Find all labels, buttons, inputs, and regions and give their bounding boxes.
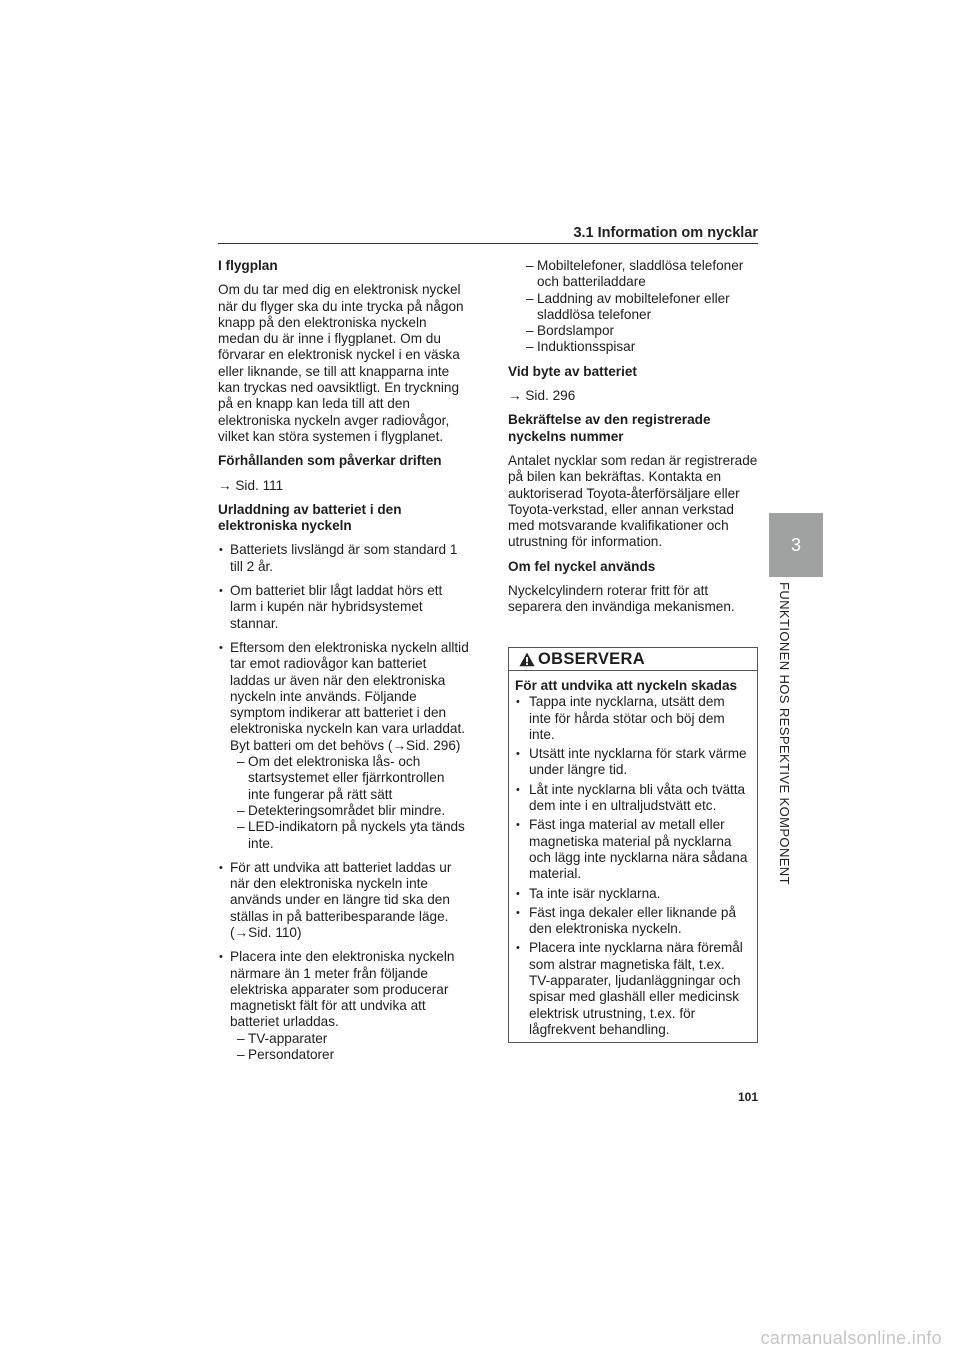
page-number: 101 (737, 1090, 758, 1104)
notice-header (509, 648, 757, 671)
warning-icon (519, 652, 535, 667)
list-item-text: Om batteriet blir lågt laddat hörs ett larm i kupén när hybridsystemet stannar. (230, 583, 443, 631)
list-item: • Placera inte nycklarna nära föremål som alstrar magnetiska fält, t.ex. TV-apparater, ljudanläggningar och spisar med glashäll eller medicinsk elektrisk utrustning, t.ex. för lågfrekvent behandling. (515, 940, 749, 1038)
page-reference: → Sid. 296 (508, 388, 576, 404)
paragraph-wrong-key: Nyckelcylindern roterar fritt för att separera den invändiga mekanismen. (508, 583, 735, 615)
heading-wrong-key: Om fel nyckel används (508, 558, 656, 574)
sublist-item: – Bordslampor (526, 323, 760, 339)
left-column (218, 258, 470, 1071)
list-item: • Fäst inga dekaler eller liknande på den elektroniska nyckeln. (515, 905, 749, 938)
heading-key-number: Bekräftelse av den registrerade nyckelns nummer (508, 412, 711, 444)
list-item: • Utsätt inte nycklarna för stark värme under längre tid. (515, 746, 749, 779)
list-item-text: Placera inte den elektroniska nyckeln närmare än 1 meter från följande elektriska apparater som producerar magnetiskt fält för att undvika att batteriet urladdas. (230, 949, 455, 1030)
paragraph-key-number: Antalet nycklar som redan är registrerade på bilen kan bekräftas. Kontakta en auktoriserad Toyota-återförsäljare eller Toyota-verkstad, eller annan verkstad med motsvarande kvalifikationer och utrustning för information. (508, 452, 758, 550)
list-item-text: Eftersom den elektroniska nyckeln alltid tar emot radiovågor kan batteriet laddas ur även när den elektroniska nyckeln inte används. Följande symptom indikerar att batteriet i den elektroniska nyckeln kan vara urladdat. Byt batteri om det behövs (→Sid. 296) (230, 639, 469, 753)
sublist-item: – Mobiltelefoner, sladdlösa telefoner och batteriladdare (526, 258, 760, 291)
heading-battery-discharge: Urladdning av batteriet i den elektroniska nyckeln (218, 501, 402, 534)
section-title: 3.1 Information om nycklar (573, 225, 758, 241)
watermark: carmanualsonline.info (760, 1328, 942, 1348)
list-item: • Låt inte nycklarna bli våta och tvätta dem inte i en ultraljudstvätt etc. (515, 782, 749, 815)
list-item (218, 542, 470, 575)
notice-title: OBSERVERA (538, 649, 645, 668)
symptom-sublist (230, 754, 470, 852)
list-item: • Fäst inga material av metall eller magnetiska material på nycklarna och lägg inte nycklarna nära sådana material. (515, 817, 749, 882)
heading-airplane: I flygplan (218, 258, 278, 273)
heading-battery-replacement: Vid byte av batteriet (508, 363, 637, 379)
chapter-tab (769, 513, 823, 577)
right-column (508, 258, 760, 624)
list-item (218, 640, 470, 852)
sublist-item: – Detekteringsområdet blir mindre. (237, 803, 470, 819)
sublist-item: – LED-indikatorn på nyckels yta tänds inte. (237, 819, 470, 852)
sublist-item: – Om det elektroniska lås- och startsystemet eller fjärrkontrollen inte fungerar på rätt sätt (237, 754, 470, 803)
sublist-item: – Laddning av mobiltelefoner eller sladdlösa telefoner (526, 291, 760, 324)
list-item-text: För att undvika att batteriet laddas ur när den elektroniska nyckeln inte används under en längre tid ska den ställas in på batteribesparande läge. (→Sid. 110) (230, 859, 452, 940)
battery-bullet-list (218, 542, 470, 1063)
page-reference: → Sid. 111 (218, 477, 284, 493)
heading-conditions: Förhållanden som påverkar driften (218, 453, 442, 469)
list-item (218, 949, 470, 1063)
list-item (218, 860, 470, 941)
sublist-item: – Induktionsspisar (526, 339, 760, 355)
sublist-item: – Persondatorer (237, 1047, 470, 1063)
notice-body (509, 671, 757, 1042)
list-item (218, 583, 470, 632)
chapter-title: FUNKTIONEN HOS RESPEKTIVE KOMPONENT (777, 582, 792, 885)
chapter-number: 3 (790, 534, 801, 555)
list-item-text: Batteriets livslängd är som standard 1 till 2 år. (230, 542, 458, 574)
header-rule (218, 243, 758, 244)
appliance-sublist-continued (508, 258, 760, 356)
list-item: • Tappa inte nycklarna, utsätt dem inte för hårda stötar och böj dem inte. (515, 694, 749, 743)
sublist-item: – TV-apparater (237, 1031, 470, 1047)
notice-heading: För att undvika att nyckeln skadas (515, 678, 738, 693)
notice-box (508, 647, 758, 1043)
list-item: • Ta inte isär nycklarna. (515, 886, 749, 902)
paragraph-airplane: Om du tar med dig en elektronisk nyckel när du flyger ska du inte trycka på någon knapp på den elektroniska nyckeln medan du är inne i flygplanet. Om du förvarar en elektronisk nyckel i en väska eller liknande, se till att knapparna inte kan tryckas ned oavsiktligt. En tryckning på en knapp kan leda till att den elektroniska nyckeln avger radiovågor, vilket kan störa systemen i flygplanet. (218, 282, 464, 444)
appliance-sublist (230, 1031, 470, 1064)
notice-list (515, 694, 749, 1038)
